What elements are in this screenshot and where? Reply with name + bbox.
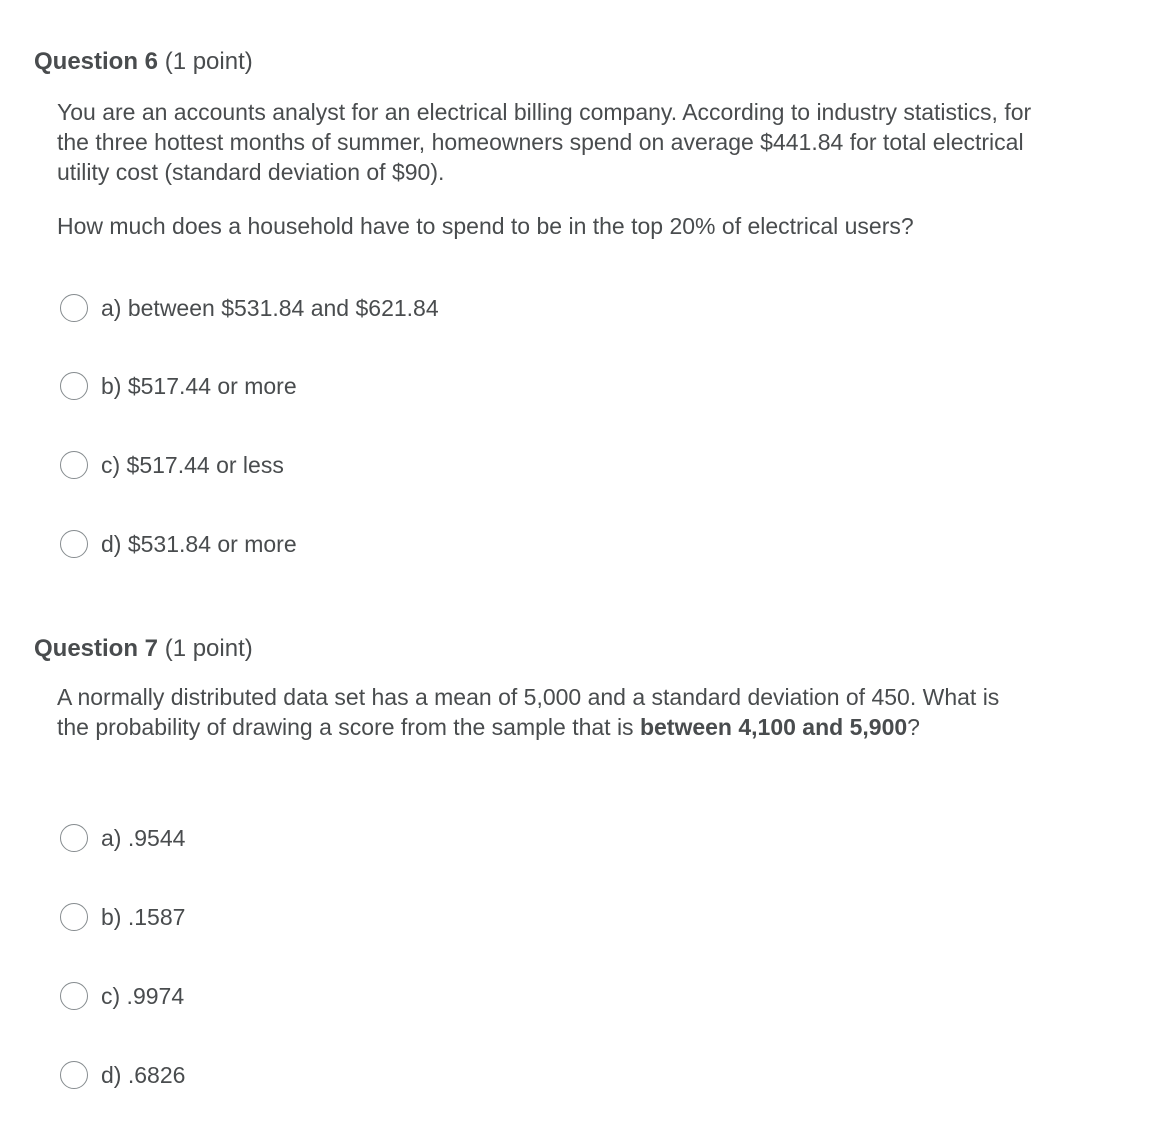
option-label[interactable]: a) .9544 xyxy=(101,825,186,851)
question-title xyxy=(34,47,253,77)
radio-button[interactable] xyxy=(60,1061,88,1089)
option-c[interactable] xyxy=(60,448,284,482)
radio-button[interactable] xyxy=(60,903,88,931)
question-paragraph xyxy=(57,682,1037,742)
question-points: (1 point) xyxy=(164,635,253,662)
option-b[interactable] xyxy=(60,369,297,403)
radio-button[interactable] xyxy=(60,294,88,322)
radio-button[interactable] xyxy=(60,982,88,1010)
question-prompt xyxy=(57,211,1037,241)
option-a[interactable] xyxy=(60,291,439,325)
option-c[interactable] xyxy=(60,979,184,1013)
option-label[interactable]: d) $531.84 or more xyxy=(101,531,297,557)
option-label[interactable]: a) between $531.84 and $621.84 xyxy=(101,295,439,321)
question-number: Question 7 xyxy=(34,635,159,662)
question-points: (1 point) xyxy=(164,48,253,75)
question-title xyxy=(34,634,253,664)
option-label[interactable]: c) $517.44 or less xyxy=(101,452,284,478)
question-text xyxy=(57,682,1037,742)
option-b[interactable] xyxy=(60,900,185,934)
option-a[interactable] xyxy=(60,821,185,855)
question-paragraph: You are an accounts analyst for an electrical billing company. According to industry statistics, for the three hottest months of summer, homeowners spend on average $441.84 for total electrical utility cost (standard deviation of $90). xyxy=(57,99,1032,185)
radio-button[interactable] xyxy=(60,372,88,400)
radio-button[interactable] xyxy=(60,824,88,852)
question-text-emphasis: between 4,100 and 5,900 xyxy=(639,714,908,740)
option-label[interactable]: b) .1587 xyxy=(101,904,186,930)
question-number: Question 6 xyxy=(34,48,159,75)
option-d[interactable] xyxy=(60,527,297,561)
option-label[interactable]: d) .6826 xyxy=(101,1062,186,1088)
radio-button[interactable] xyxy=(60,451,88,479)
question-paragraph: How much does a household have to spend to be in the top 20% of electrical users? xyxy=(57,213,914,239)
question-text xyxy=(57,97,1037,187)
radio-button[interactable] xyxy=(60,530,88,558)
question-text-part: ? xyxy=(907,714,920,740)
option-d[interactable] xyxy=(60,1058,185,1092)
question-text-part: A normally distributed data set has a mean of 5,000 and a standard deviation of 450. What is the probability of drawing a score from the sample that is xyxy=(57,684,1000,740)
option-label[interactable]: c) .9974 xyxy=(101,983,185,1009)
option-label[interactable]: b) $517.44 or more xyxy=(101,373,297,399)
